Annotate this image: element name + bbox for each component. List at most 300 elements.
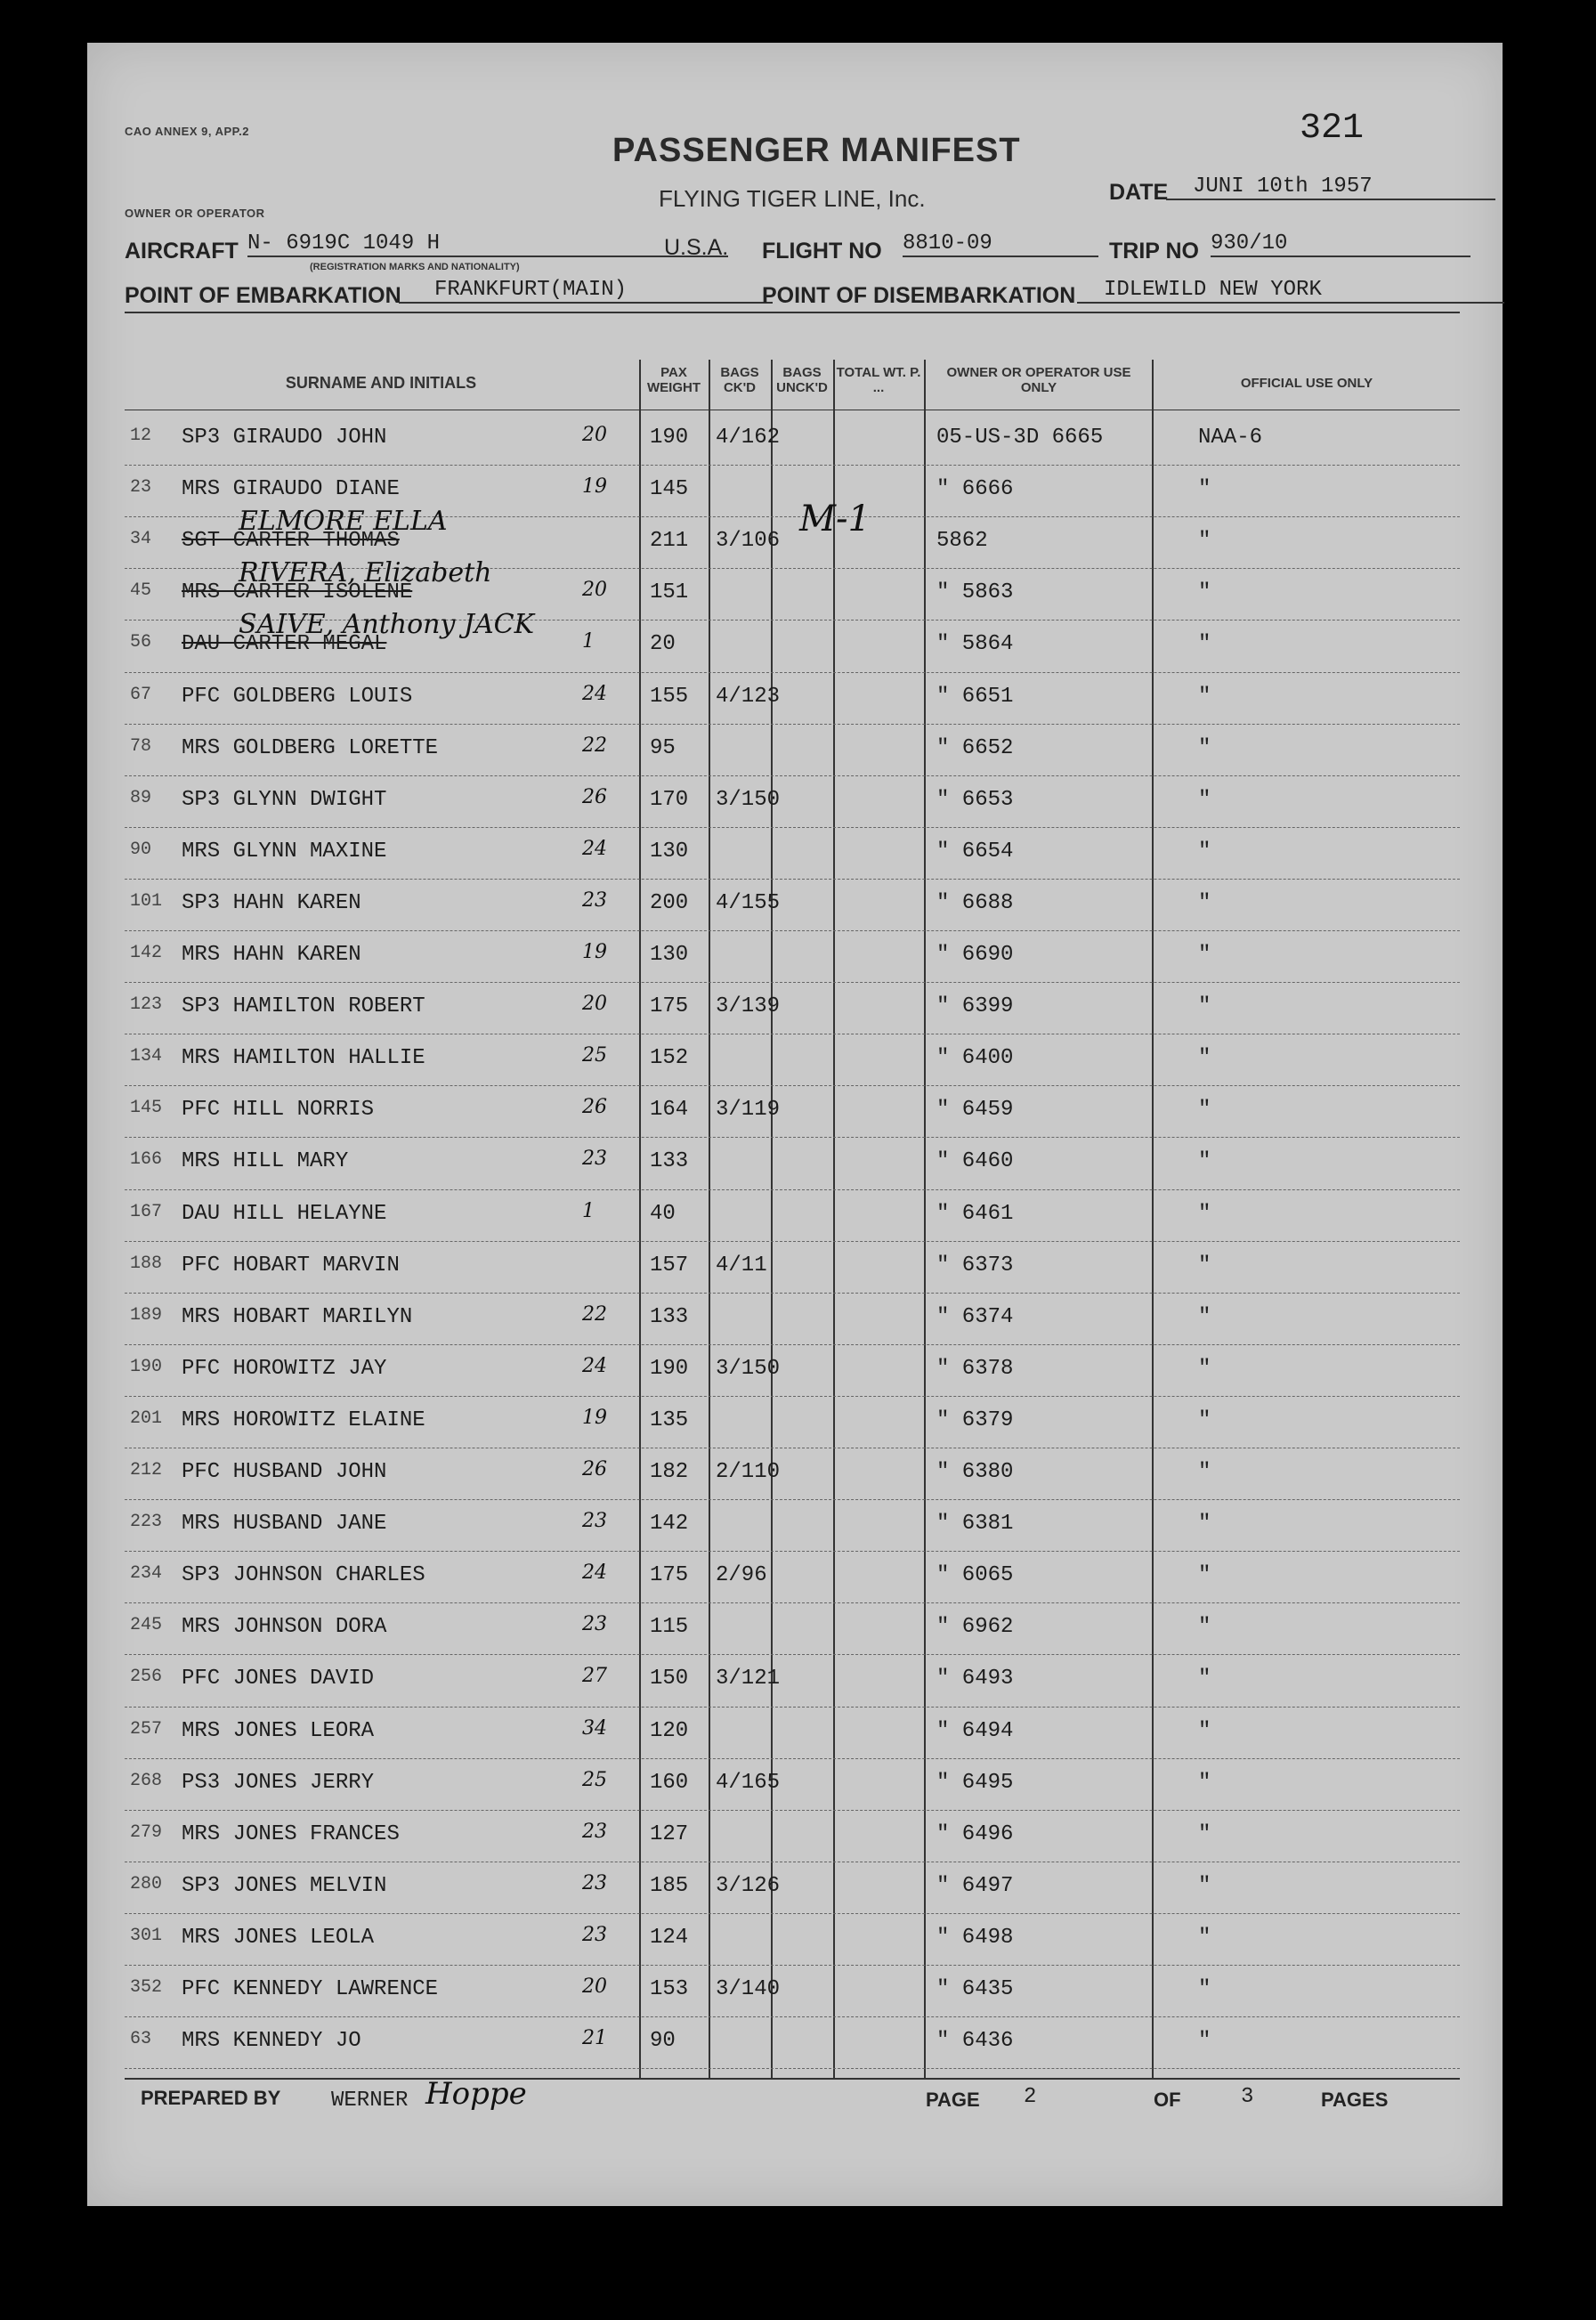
row-divider — [125, 775, 1460, 776]
col-header-bags-ckd: BAGS CK'D — [720, 365, 759, 395]
row-divider — [125, 1293, 1460, 1294]
bags-checked: 3/139 — [716, 994, 781, 1019]
passenger-age: 26 — [582, 1458, 607, 1480]
document-title: PASSENGER MANIFEST — [612, 132, 1021, 169]
owner-use-value: " 6666 — [936, 477, 1014, 502]
official-use-value: " — [1198, 1304, 1211, 1329]
passenger-name: MRS GLYNN MAXINE — [182, 839, 387, 864]
owner-use-value: " 6495 — [936, 1770, 1014, 1795]
pax-weight: 200 — [650, 890, 689, 915]
official-use-value: " — [1198, 1407, 1211, 1432]
row-divider — [125, 1913, 1460, 1914]
pax-weight: 120 — [650, 1718, 689, 1743]
official-use-value: " — [1198, 1821, 1211, 1846]
nationality: U.S.A. — [664, 235, 729, 260]
table-row — [87, 932, 1503, 984]
table-row — [87, 1449, 1503, 1501]
col-header-official-use: OFFICIAL USE ONLY — [1240, 376, 1373, 391]
owner-use-value: " 6380 — [936, 1460, 1014, 1484]
passenger-age: 20 — [582, 993, 607, 1016]
passenger-name: MRS HOBART MARILYN — [182, 1304, 413, 1329]
passenger-name: PFC HILL NORRIS — [182, 1098, 375, 1123]
preparer-signature: Hoppe — [425, 2076, 527, 2112]
official-use-value: " — [1198, 1925, 1211, 1950]
passenger-age: 27 — [582, 1665, 607, 1688]
bags-checked: 4/162 — [716, 426, 781, 450]
row-divider — [125, 724, 1460, 725]
row-number: 45 — [130, 580, 152, 602]
pax-weight: 150 — [650, 1667, 689, 1691]
passenger-name: SP3 GLYNN DWIGHT — [182, 787, 387, 812]
passenger-name: SP3 JONES MELVIN — [182, 1873, 387, 1898]
table-row — [87, 829, 1503, 880]
passenger-age: 1 — [582, 1199, 595, 1222]
col-header-weight: PAX WEIGHT — [647, 365, 701, 395]
col-header-owner-use: OWNER OR OPERATOR USE ONLY — [946, 365, 1131, 395]
bags-checked: 3/126 — [716, 1873, 781, 1898]
passenger-name: MRS HOROWITZ ELAINE — [182, 1407, 425, 1432]
row-divider — [125, 1810, 1460, 1811]
row-number: 123 — [130, 994, 163, 1016]
official-use-value: " — [1198, 735, 1211, 760]
table-row — [87, 1656, 1503, 1708]
passenger-age: 24 — [582, 1562, 607, 1585]
passenger-age: 19 — [582, 1406, 607, 1429]
passenger-name: SP3 HAHN KAREN — [182, 890, 361, 915]
aircraft-label: AIRCRAFT — [125, 239, 239, 264]
pax-weight: 142 — [650, 1512, 689, 1537]
table-row — [87, 1553, 1503, 1604]
passenger-age: 23 — [582, 888, 607, 912]
table-row — [87, 609, 1503, 673]
official-use-value: NAA-6 — [1198, 426, 1263, 450]
owner-use-value: " 6399 — [936, 994, 1014, 1019]
owner-use-value: " 6651 — [936, 684, 1014, 709]
official-use-value: " — [1198, 787, 1211, 812]
registration-caption: (REGISTRATION MARKS AND NATIONALITY) — [310, 262, 520, 272]
table-row — [87, 1967, 1503, 2018]
owner-use-value: " 6436 — [936, 2029, 1014, 2054]
bags-checked: 3/140 — [716, 1977, 781, 2001]
bags-checked: 4/11 — [716, 1253, 767, 1278]
passenger-age: 25 — [582, 1768, 607, 1791]
passenger-name: MRS HAHN KAREN — [182, 943, 361, 967]
row-divider — [125, 672, 1460, 673]
table-row — [87, 1501, 1503, 1553]
owner-use-value: " 6962 — [936, 1615, 1014, 1640]
company-name: FLYING TIGER LINE, Inc. — [659, 185, 926, 212]
owner-use-value: " 6400 — [936, 1046, 1014, 1071]
official-use-value: " — [1198, 1615, 1211, 1640]
pax-weight: 130 — [650, 839, 689, 864]
bags-checked: 3/106 — [716, 529, 781, 554]
official-use-value: " — [1198, 1667, 1211, 1691]
passenger-age: 26 — [582, 1096, 607, 1119]
row-number: 280 — [130, 1873, 163, 1894]
date-label: DATE — [1109, 180, 1169, 205]
bags-checked: 4/155 — [716, 890, 781, 915]
official-use-value: " — [1198, 994, 1211, 1019]
table-row — [87, 726, 1503, 777]
table-row — [87, 984, 1503, 1035]
owner-use-value: " 6374 — [936, 1304, 1014, 1329]
owner-use-value: " 6065 — [936, 1563, 1014, 1588]
owner-use-value: " 6652 — [936, 735, 1014, 760]
row-number: 301 — [130, 1925, 163, 1946]
of-value: 3 — [1241, 2085, 1254, 2109]
passenger-age: 24 — [582, 1354, 607, 1377]
pax-weight: 133 — [650, 1304, 689, 1329]
table-row — [87, 1812, 1503, 1863]
cao-annex-label: CAO ANNEX 9, APP.2 — [125, 125, 250, 138]
pax-weight: 164 — [650, 1098, 689, 1123]
table-row — [87, 1035, 1503, 1087]
row-number: 190 — [130, 1356, 163, 1377]
embarkation-label: POINT OF EMBARKATION — [125, 283, 401, 308]
passenger-name: MRS JONES LEOLA — [182, 1925, 375, 1950]
passenger-name: MRS JONES FRANCES — [182, 1821, 400, 1846]
passenger-name: MRS KENNEDY JO — [182, 2029, 361, 2054]
trip-no-label: TRIP NO — [1109, 239, 1199, 264]
passenger-name: PS3 JONES JERRY — [182, 1770, 375, 1795]
row-number: 352 — [130, 1977, 163, 1998]
pax-weight: 170 — [650, 787, 689, 812]
pax-weight: 155 — [650, 684, 689, 709]
passenger-age: 23 — [582, 1871, 607, 1894]
row-divider — [125, 982, 1460, 983]
bags-checked: 4/123 — [716, 684, 781, 709]
row-number: 245 — [130, 1615, 163, 1636]
row-divider — [125, 1344, 1460, 1345]
passenger-name: MRS HAMILTON HALLIE — [182, 1046, 425, 1071]
row-divider — [125, 2068, 1460, 2069]
page-label: PAGE — [926, 2089, 980, 2111]
passenger-name: PFC GOLDBERG LOUIS — [182, 684, 413, 709]
row-number: 212 — [130, 1460, 163, 1480]
owner-use-value: " 6461 — [936, 1201, 1014, 1226]
passenger-name: SP3 HAMILTON ROBERT — [182, 994, 425, 1019]
row-number: 145 — [130, 1098, 163, 1119]
passenger-age: 23 — [582, 1510, 607, 1533]
official-use-value: " — [1198, 1873, 1211, 1898]
row-divider — [125, 465, 1460, 466]
margin-mark: M-1 — [799, 499, 871, 539]
official-use-value: " — [1198, 1512, 1211, 1537]
passenger-age: 24 — [582, 682, 607, 705]
pax-weight: 182 — [650, 1460, 689, 1484]
bags-checked: 4/165 — [716, 1770, 781, 1795]
table-row — [87, 1915, 1503, 1967]
owner-use-value: " 6654 — [936, 839, 1014, 864]
row-divider — [125, 2016, 1460, 2017]
row-number: 188 — [130, 1253, 163, 1274]
pax-weight: 160 — [650, 1770, 689, 1795]
bags-checked: 2/96 — [716, 1563, 767, 1588]
passenger-age: 22 — [582, 1302, 607, 1326]
owner-use-value: " 6378 — [936, 1356, 1014, 1381]
passenger-name: PFC KENNEDY LAWRENCE — [182, 1977, 439, 2001]
bags-checked: 3/150 — [716, 787, 781, 812]
col-header-total: TOTAL WT. P. ... — [836, 365, 921, 395]
pax-weight: 130 — [650, 943, 689, 967]
official-use-value: " — [1198, 632, 1211, 657]
row-number: 90 — [130, 839, 152, 860]
pax-weight: 175 — [650, 1563, 689, 1588]
row-number: 23 — [130, 477, 152, 499]
passenger-name: PFC HUSBAND JOHN — [182, 1460, 387, 1484]
table-row — [87, 1604, 1503, 1656]
passenger-age: 26 — [582, 785, 607, 808]
flight-no-label: FLIGHT NO — [762, 239, 882, 264]
row-number: 34 — [130, 529, 152, 550]
passenger-name: PFC HOBART MARVIN — [182, 1253, 400, 1278]
row-number: 166 — [130, 1149, 163, 1171]
pax-weight: 124 — [650, 1925, 689, 1950]
table-row — [87, 1760, 1503, 1812]
table-row — [87, 1708, 1503, 1760]
pax-weight: 175 — [650, 994, 689, 1019]
official-use-value: " — [1198, 1253, 1211, 1278]
owner-use-value: " 6690 — [936, 943, 1014, 967]
row-number: 89 — [130, 787, 152, 808]
passenger-age: 23 — [582, 1820, 607, 1843]
page-value: 2 — [1024, 2085, 1037, 2109]
official-use-value: " — [1198, 943, 1211, 967]
table-row — [87, 1243, 1503, 1294]
passenger-age: 23 — [582, 1923, 607, 1946]
passenger-name: MRS HILL MARY — [182, 1149, 349, 1174]
passenger-name: MRS GOLDBERG LORETTE — [182, 735, 439, 760]
row-number: 189 — [130, 1304, 163, 1326]
row-number: 142 — [130, 943, 163, 963]
row-divider — [125, 1602, 1460, 1603]
pax-weight: 133 — [650, 1149, 689, 1174]
row-number: 12 — [130, 426, 152, 446]
official-use-value: " — [1198, 1977, 1211, 2001]
row-divider — [125, 1707, 1460, 1708]
handwritten-name: SAIVE, Anthony JACK — [239, 609, 534, 641]
passenger-age: 20 — [582, 1975, 607, 1998]
official-use-value: " — [1198, 1460, 1211, 1484]
passenger-age: 25 — [582, 1044, 607, 1067]
passenger-age: 20 — [582, 579, 607, 602]
row-divider — [125, 1551, 1460, 1552]
passenger-name: PFC JONES DAVID — [182, 1667, 375, 1691]
row-number: 279 — [130, 1821, 163, 1843]
table-row — [87, 2018, 1503, 2070]
table-row — [87, 1087, 1503, 1139]
row-divider — [125, 1085, 1460, 1086]
table-row — [87, 777, 1503, 829]
row-number: 223 — [130, 1512, 163, 1533]
passenger-name: SP3 GIRAUDO JOHN — [182, 426, 387, 450]
official-use-value: " — [1198, 1356, 1211, 1381]
table-top-border — [125, 312, 1460, 313]
pax-weight: 115 — [650, 1615, 689, 1640]
pax-weight: 145 — [650, 477, 689, 502]
passenger-name: MRS GIRAUDO DIANE — [182, 477, 400, 502]
owner-use-value: " 6498 — [936, 1925, 1014, 1950]
owner-use-value: " 6435 — [936, 1977, 1014, 2001]
owner-use-value: " 5863 — [936, 580, 1014, 605]
embarkation-value: FRANKFURT(MAIN) — [399, 278, 773, 304]
official-use-value: " — [1198, 684, 1211, 709]
official-use-value: " — [1198, 1098, 1211, 1123]
bags-checked: 3/150 — [716, 1356, 781, 1381]
handwritten-name: RIVERA, Elizabeth — [239, 557, 492, 589]
passenger-name: MRS JOHNSON DORA — [182, 1615, 387, 1640]
row-divider — [125, 827, 1460, 828]
owner-operator-label: OWNER OR OPERATOR — [125, 207, 265, 220]
official-use-value: " — [1198, 477, 1211, 502]
row-number: 134 — [130, 1046, 163, 1067]
trip-no-value: 930/10 — [1211, 231, 1470, 257]
owner-use-value: " 6459 — [936, 1098, 1014, 1123]
bags-checked: 3/121 — [716, 1667, 781, 1691]
owner-use-value: 05-US-3D 6665 — [936, 426, 1104, 450]
row-divider — [125, 930, 1460, 931]
owner-use-value: " 6381 — [936, 1512, 1014, 1537]
passenger-name: DAU CARTER MEGAL — [182, 632, 387, 657]
row-divider — [125, 1965, 1460, 1966]
official-use-value: " — [1198, 1770, 1211, 1795]
row-number: 257 — [130, 1718, 163, 1740]
row-divider — [125, 1396, 1460, 1397]
pax-weight: 190 — [650, 1356, 689, 1381]
owner-use-value: " 6379 — [936, 1407, 1014, 1432]
pax-weight: 157 — [650, 1253, 689, 1278]
table-bottom-border — [125, 2078, 1460, 2080]
passenger-name: SP3 JOHNSON CHARLES — [182, 1563, 425, 1588]
pax-weight: 135 — [650, 1407, 689, 1432]
row-number: 268 — [130, 1770, 163, 1791]
passenger-name: DAU HILL HELAYNE — [182, 1201, 387, 1226]
pax-weight: 190 — [650, 426, 689, 450]
row-divider — [125, 1654, 1460, 1655]
row-number: 234 — [130, 1563, 163, 1585]
row-divider — [125, 1758, 1460, 1759]
row-number: 201 — [130, 1407, 163, 1429]
passenger-age: 19 — [582, 475, 607, 499]
pax-weight: 211 — [650, 529, 689, 554]
passenger-name: MRS HUSBAND JANE — [182, 1512, 387, 1537]
owner-use-value: " 6460 — [936, 1149, 1014, 1174]
row-number: 67 — [130, 684, 152, 705]
owner-use-value: " 6496 — [936, 1821, 1014, 1846]
row-divider — [125, 1189, 1460, 1190]
table-row — [87, 674, 1503, 726]
prepared-by-value: WERNER — [331, 2089, 409, 2113]
table-row — [87, 1191, 1503, 1243]
official-use-value: " — [1198, 839, 1211, 864]
owner-use-value: 5862 — [936, 529, 988, 554]
of-label: OF — [1154, 2089, 1181, 2111]
official-use-value: " — [1198, 1149, 1211, 1174]
pax-weight: 151 — [650, 580, 689, 605]
flight-no-value: 8810-09 — [903, 231, 1098, 257]
row-number: 78 — [130, 735, 152, 757]
official-use-value: " — [1198, 1046, 1211, 1071]
owner-use-value: " 6653 — [936, 787, 1014, 812]
handwritten-name: ELMORE ELLA — [239, 506, 448, 538]
pax-weight: 20 — [650, 632, 676, 657]
pax-weight: 185 — [650, 1873, 689, 1898]
pax-weight: 152 — [650, 1046, 689, 1071]
table-row — [87, 880, 1503, 932]
passenger-age: 23 — [582, 1148, 607, 1171]
disembarkation-value: IDLEWILD NEW YORK — [1077, 278, 1504, 304]
official-use-value: " — [1198, 890, 1211, 915]
pax-weight: 153 — [650, 1977, 689, 2001]
owner-use-value: " 6688 — [936, 890, 1014, 915]
row-number: 256 — [130, 1667, 163, 1688]
passenger-age: 20 — [582, 424, 607, 446]
passenger-age: 22 — [582, 734, 607, 757]
col-header-name: SURNAME AND INITIALS — [285, 374, 477, 392]
passenger-name: MRS JONES LEORA — [182, 1718, 375, 1743]
row-number: 101 — [130, 890, 163, 912]
manifest-sheet — [87, 43, 1503, 2206]
passenger-age: 34 — [582, 1716, 607, 1740]
passenger-name: MRS CARTER ISOLENE — [182, 580, 413, 605]
official-use-value: " — [1198, 580, 1211, 605]
bags-checked: 2/110 — [716, 1460, 781, 1484]
owner-use-value: " 6494 — [936, 1718, 1014, 1743]
passenger-age: 1 — [582, 630, 595, 653]
owner-use-value: " 6373 — [936, 1253, 1014, 1278]
row-number: 167 — [130, 1201, 163, 1222]
owner-use-value: " 5864 — [936, 632, 1014, 657]
official-use-value: " — [1198, 1563, 1211, 1588]
passenger-age: 24 — [582, 837, 607, 860]
prepared-by-label: PREPARED BY — [141, 2087, 281, 2109]
pax-weight: 95 — [650, 735, 676, 760]
bags-checked: 3/119 — [716, 1098, 781, 1123]
row-divider — [125, 1499, 1460, 1500]
passenger-name: PFC HOROWITZ JAY — [182, 1356, 387, 1381]
owner-use-value: " 6493 — [936, 1667, 1014, 1691]
row-divider — [125, 1137, 1460, 1138]
pax-weight: 90 — [650, 2029, 676, 2054]
pages-label: PAGES — [1321, 2089, 1389, 2111]
col-header-bags-unckd: BAGS UNCK'D — [776, 365, 828, 395]
table-row — [87, 1346, 1503, 1398]
row-divider — [125, 879, 1460, 880]
pax-weight: 127 — [650, 1821, 689, 1846]
owner-use-value: " 6497 — [936, 1873, 1014, 1898]
passenger-name: SGT CARTER THOMAS — [182, 529, 400, 554]
official-use-value: " — [1198, 1201, 1211, 1226]
table-row — [87, 1139, 1503, 1190]
passenger-age: 21 — [582, 2027, 607, 2050]
aircraft-value: N- 6919C 1049 H — [247, 231, 728, 257]
table-row — [87, 1294, 1503, 1346]
row-number: 63 — [130, 2029, 152, 2050]
official-use-value: " — [1198, 2029, 1211, 2054]
pax-weight: 40 — [650, 1201, 676, 1226]
official-use-value: " — [1198, 529, 1211, 554]
date-value: JUNI 10th 1957 — [1166, 174, 1495, 200]
disembarkation-label: POINT OF DISEMBARKATION — [762, 283, 1076, 308]
passenger-age: 23 — [582, 1613, 607, 1636]
official-use-value: " — [1198, 1718, 1211, 1743]
row-divider — [125, 1241, 1460, 1242]
table-row — [87, 415, 1503, 466]
passenger-age: 19 — [582, 941, 607, 963]
table-row — [87, 1863, 1503, 1915]
page-stamp: 321 — [1300, 109, 1365, 149]
row-number: 56 — [130, 632, 152, 653]
